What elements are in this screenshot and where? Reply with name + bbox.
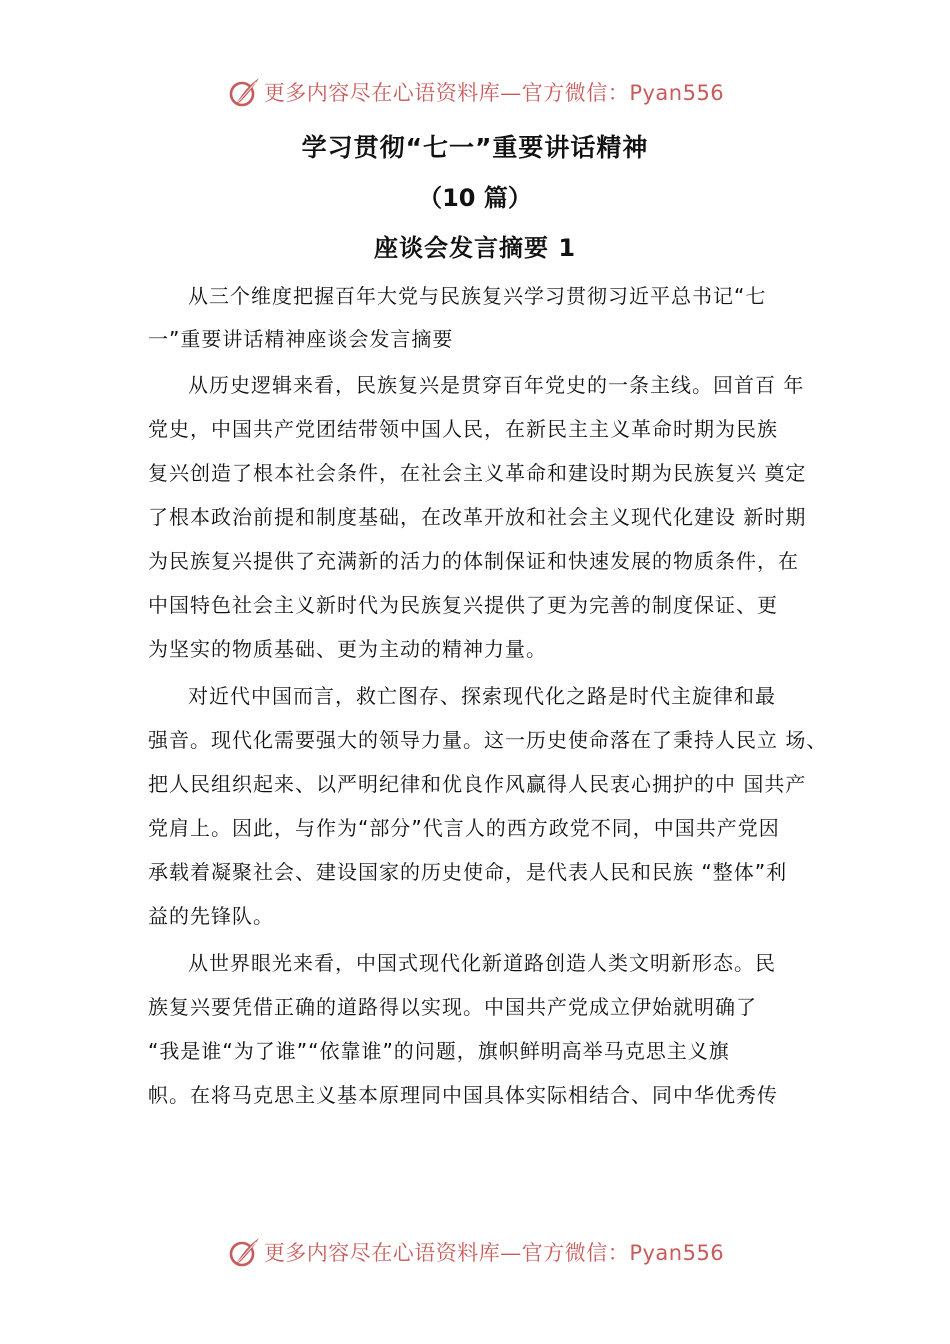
header-wechat-id: Pyan556 bbox=[629, 81, 725, 105]
body-line: 益的先锋队。 bbox=[148, 904, 274, 928]
body-line: 了根本政治前提和制度基础，在改革开放和社会主义现代化建设 新时期 bbox=[148, 505, 807, 529]
body-line: 族复兴要凭借正确的道路得以实现。中国共产党成立伊始就明确了 bbox=[148, 995, 757, 1019]
body-line: 从历史逻辑来看，民族复兴是贯穿百年党史的一条主线。回首百 年 bbox=[188, 373, 805, 397]
header-banner-text: 更多内容尽在心语资料库—官方微信：Pyan556 bbox=[263, 81, 725, 105]
body-line: 从世界眼光来看，中国式现代化新道路创造人类文明新形态。民 bbox=[188, 951, 776, 975]
document-title: 学习贯彻“七一”重要讲话精神 bbox=[301, 133, 649, 162]
header-banner bbox=[0, 72, 950, 112]
body-line: “我是谁“为了谁”“依靠谁”的问题，旗帜鲜明高举马克思主义旗 bbox=[148, 1039, 730, 1063]
body-line: 承载着凝聚社会、建设国家的历史使命，是代表人民和民族 “整体”利 bbox=[148, 860, 788, 884]
body-line: 党肩上。因此，与作为“部分”代言人的西方政党不同，中国共产党因 bbox=[148, 816, 780, 840]
body-line: 中国特色社会主义新时代为民族复兴提供了更为完善的制度保证、更 bbox=[148, 593, 778, 617]
body-line: 把人民组织起来、以严明纪律和优良作风赢得人民衷心拥护的中 国共产 bbox=[148, 772, 807, 796]
body-line: 帜。在将马克思主义基本原理同中国具体实际相结合、同中华优秀传 bbox=[148, 1083, 778, 1107]
body-line: 复兴创造了根本社会条件，在社会主义革命和建设时期为民族复兴 奠定 bbox=[148, 461, 807, 485]
footer-wechat-id: Pyan556 bbox=[629, 1241, 725, 1265]
feather-logo-icon bbox=[226, 1234, 262, 1270]
body-line: 从三个维度把握百年大党与民族复兴学习贯彻习近平总书记“七 bbox=[188, 284, 767, 308]
body-line: 一”重要讲话精神座谈会发言摘要 bbox=[148, 327, 454, 351]
feather-logo-icon bbox=[226, 74, 262, 110]
footer-banner-text: 更多内容尽在心语资料库—官方微信：Pyan556 bbox=[263, 1241, 725, 1265]
body-line: 对近代中国而言，救亡图存、探索现代化之路是时代主旋律和最 bbox=[188, 684, 776, 708]
footer-banner bbox=[0, 1232, 950, 1272]
body-line: 为坚实的物质基础、更为主动的精神力量。 bbox=[148, 637, 547, 661]
section-title: 座谈会发言摘要 1 bbox=[373, 234, 577, 262]
article-count: （10 篇） bbox=[418, 184, 532, 212]
body-line: 为民族复兴提供了充满新的活力的体制保证和快速发展的物质条件，在 bbox=[148, 549, 799, 573]
body-line: 党史，中国共产党团结带领中国人民，在新民主主义革命时期为民族 bbox=[148, 417, 778, 441]
body-line: 强音。现代化需要强大的领导力量。这一历史使命落在了秉持人民立 场、 bbox=[148, 728, 828, 752]
